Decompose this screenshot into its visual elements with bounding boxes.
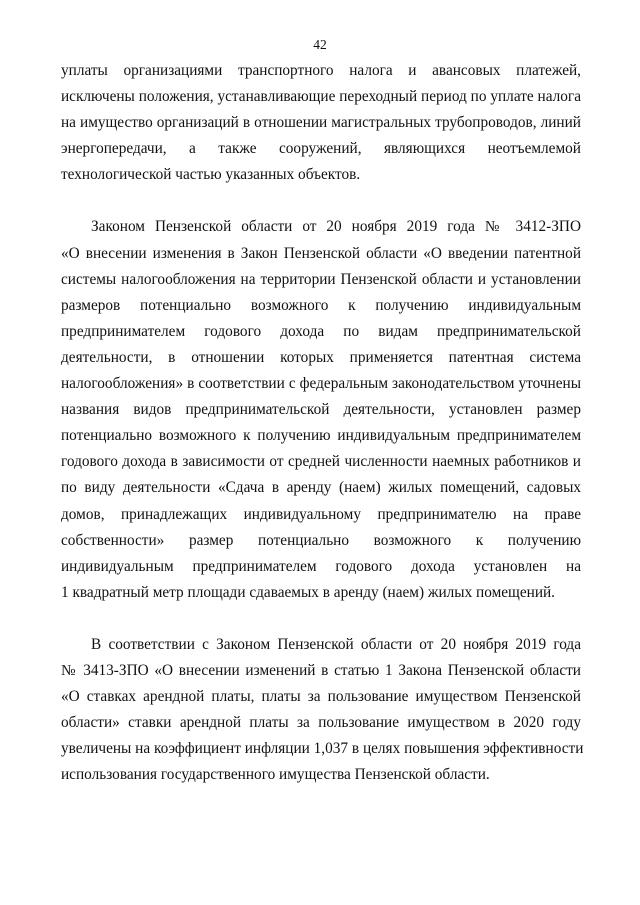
text-line: № 3413-ЗПО «О внесении изменений в статью 1 Закона Пензенской области bbox=[61, 661, 581, 679]
text-line: потенциально возможного к получению индивидуальным предпринимателем bbox=[61, 427, 581, 445]
text-line: 1 квадратный метр площади сдаваемых в аренду (наем) жилых помещений. bbox=[61, 583, 556, 601]
text-line: уплаты организациями транспортного налога и авансовых платежей, bbox=[61, 62, 581, 79]
text-line: индивидуальным предпринимателем годового дохода установлен на bbox=[61, 557, 581, 575]
text-line: «О ставках арендной платы, платы за пользование имуществом Пензенской bbox=[61, 688, 581, 706]
text-line: технологической частью указанных объектов. bbox=[61, 166, 361, 184]
text-line: В соответствии с Законом Пензенской области от 20 ноября 2019 года bbox=[91, 635, 581, 653]
text-line: увеличены на коэффициент инфляции 1,037 в целях повышения эффективности bbox=[61, 740, 584, 758]
text-line: области» ставки арендной платы за пользование имуществом в 2020 году bbox=[61, 714, 581, 732]
text-line: по виду деятельности «Сдача в аренду (наем) жилых помещений, садовых bbox=[61, 479, 581, 497]
text-line: на имущество организаций в отношении магистральных трубопроводов, линий bbox=[61, 114, 581, 132]
text-line: собственности» размер потенциально возможного к получению bbox=[61, 531, 581, 549]
text-line: домов, принадлежащих индивидуальному предпринимателю на праве bbox=[61, 505, 581, 523]
body-text bbox=[61, 58, 584, 814]
text-line: годового дохода в зависимости от средней численности наемных работников и bbox=[61, 453, 581, 471]
text-line: использования государственного имущества Пензенской области. bbox=[61, 766, 490, 784]
text-line: налогообложения» в соответствии с федеральным законодательством уточнены bbox=[61, 375, 581, 393]
text-line: названия видов предпринимательской деятельности, установлен размер bbox=[61, 401, 581, 419]
text-line: размеров потенциально возможного к получению индивидуальным bbox=[61, 296, 581, 314]
text-line: исключены положения, устанавливающие переходный период по уплате налога bbox=[61, 88, 581, 106]
paragraph-2 bbox=[61, 214, 581, 605]
text-line: «О внесении изменения в Закон Пензенской области «О введении патентной bbox=[61, 244, 581, 262]
paragraph-3 bbox=[61, 632, 584, 789]
text-line: Законом Пензенской области от 20 ноября 2019 года № 3412-ЗПО bbox=[91, 218, 581, 236]
text-line: деятельности, в отношении которых применяется патентная система bbox=[61, 348, 581, 366]
text-line: системы налогообложения на территории Пензенской области и установлении bbox=[61, 270, 581, 288]
text-line: предпринимателем годового дохода по видам предпринимательской bbox=[61, 322, 581, 340]
text-line: энергопередачи, а также сооружений, являющихся неотъемлемой bbox=[61, 140, 581, 158]
paragraph-1 bbox=[61, 58, 581, 188]
page-number: 42 bbox=[313, 37, 327, 52]
